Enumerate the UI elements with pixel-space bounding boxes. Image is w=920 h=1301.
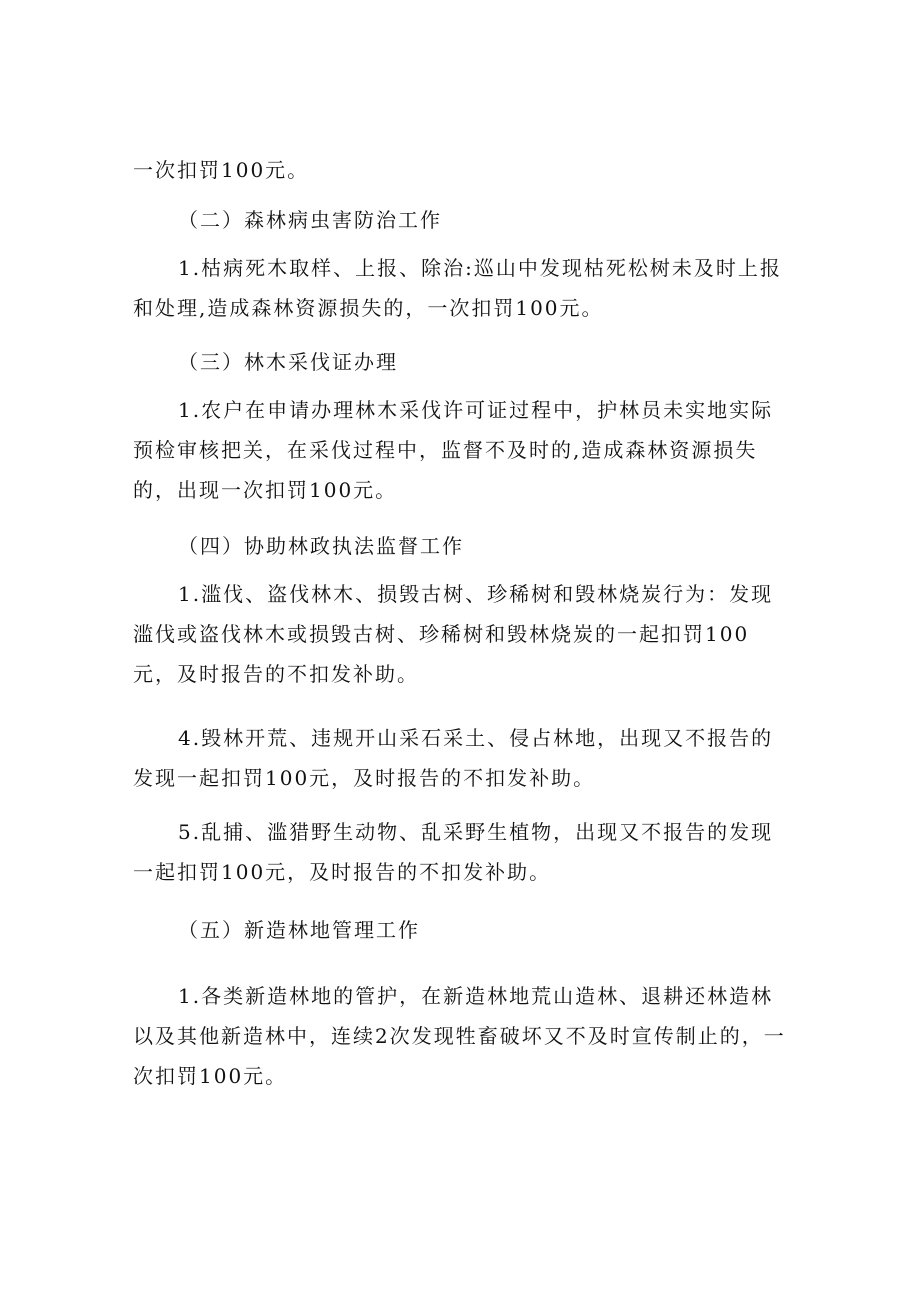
- paragraph-continuation: 一次扣罚100元。: [133, 158, 310, 182]
- section-heading-new-forest-management: （五）新造林地管理工作: [178, 918, 420, 942]
- paragraph-logging-permit: 1.农户在申请办理林木采伐许可证过程中，护林员未实地实际预检审核把关，在采伐过程中，监督不及时的,造成森林资源损失的，出现一次扣罚100元。: [133, 398, 774, 502]
- paragraph-new-forest-protection: 1.各类新造林地的管护，在新造林地荒山造林、退耕还林造林以及其他新造林中，连续2次发现牲畜破坏又不及时宣传制止的，一次扣罚100元。: [133, 984, 786, 1088]
- section-heading-forestry-enforcement: （四）协助林政执法监督工作: [178, 534, 464, 558]
- paragraph-dead-tree-handling: 1.枯病死木取样、上报、除治:巡山中发现枯死松树未及时上报和处理,造成森林资源损失的，一次扣罚100元。: [133, 256, 782, 320]
- section-heading-logging-permit: （三）林木采伐证办理: [178, 350, 398, 374]
- paragraph-illegal-logging: 1.滥伐、盗伐林木、损毁古树、珍稀树和毁林烧炭行为：发现滥伐或盗伐林木或损毁古树、珍稀树和毁林烧炭的一起扣罚100元，及时报告的不扣发补助。: [133, 582, 774, 686]
- paragraph-land-clearing: 4.毁林开荒、违规开山采石采土、侵占林地，出现又不报告的发现一起扣罚100元，及时报告的不扣发补助。: [133, 726, 774, 790]
- paragraph-wildlife-protection: 5.乱捕、滥猎野生动物、乱采野生植物，出现又不报告的发现一起扣罚100元，及时报告的不扣发补助。: [133, 820, 774, 884]
- section-heading-pest-control: （二）森林病虫害防治工作: [178, 208, 442, 232]
